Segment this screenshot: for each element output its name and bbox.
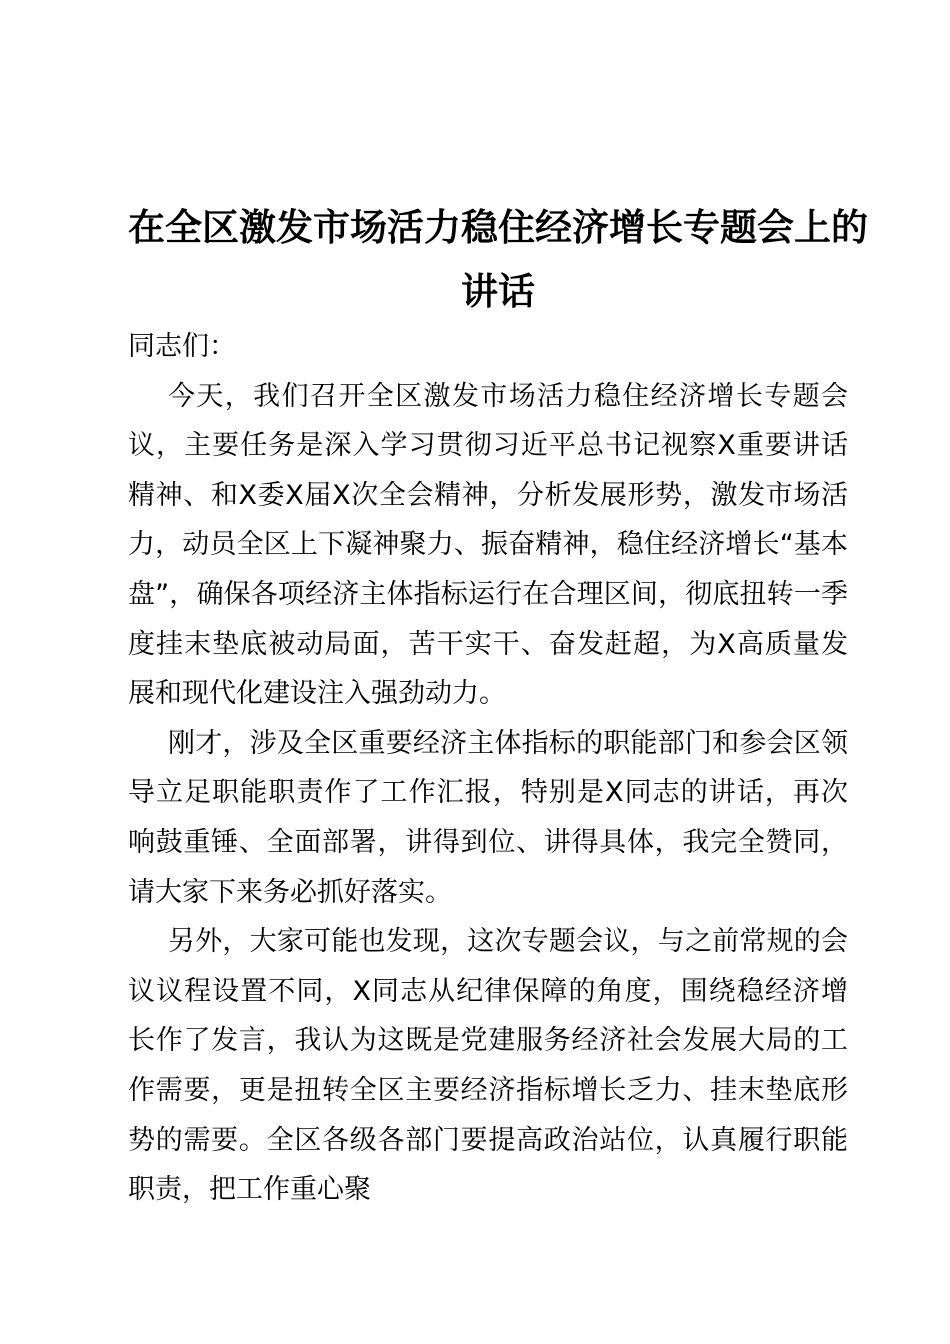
paragraph-3: 另外，大家可能也发现，这次专题会议，与之前常规的会议议程设置不同，X同志从纪律保障的角度，围绕稳经济增长作了发言，我认为这既是党建服务经济社会发展大局的工作需要，更是扭转全区主要经济指标增长乏力、挂末垫底形势的需要。全区各级各部门要提高政治站位，认真履行职能职责，把工作重心聚	[128, 926, 848, 1206]
document-title: 在全区激发市场活力稳住经济增长专题会上的讲话	[128, 206, 868, 313]
salutation: 同志们：	[128, 331, 236, 362]
paragraph-1: 今天，我们召开全区激发市场活力稳住经济增长专题会议，主要任务是深入学习贯彻习近平总书记视察X重要讲话精神、和X委X届X次全会精神，分析发展形势，激发市场活力，动员全区上下凝神聚力、振奋精神，稳住经济增长“基本盘”，确保各项经济主体指标运行在合理区间，彻底扭转一季度挂末垫底被动局面，苦干实干、奋发赶超，为X高质量发展和现代化建设注入强劲动力。	[128, 380, 848, 710]
paragraph-2: 刚才，涉及全区重要经济主体指标的职能部门和参会区领导立足职能职责作了工作汇报，特别是X同志的讲话，再次响鼓重锤、全面部署，讲得到位、讲得具体，我完全赞同，请大家下来务必抓好落实。	[128, 727, 848, 908]
document-body	[128, 322, 848, 1215]
